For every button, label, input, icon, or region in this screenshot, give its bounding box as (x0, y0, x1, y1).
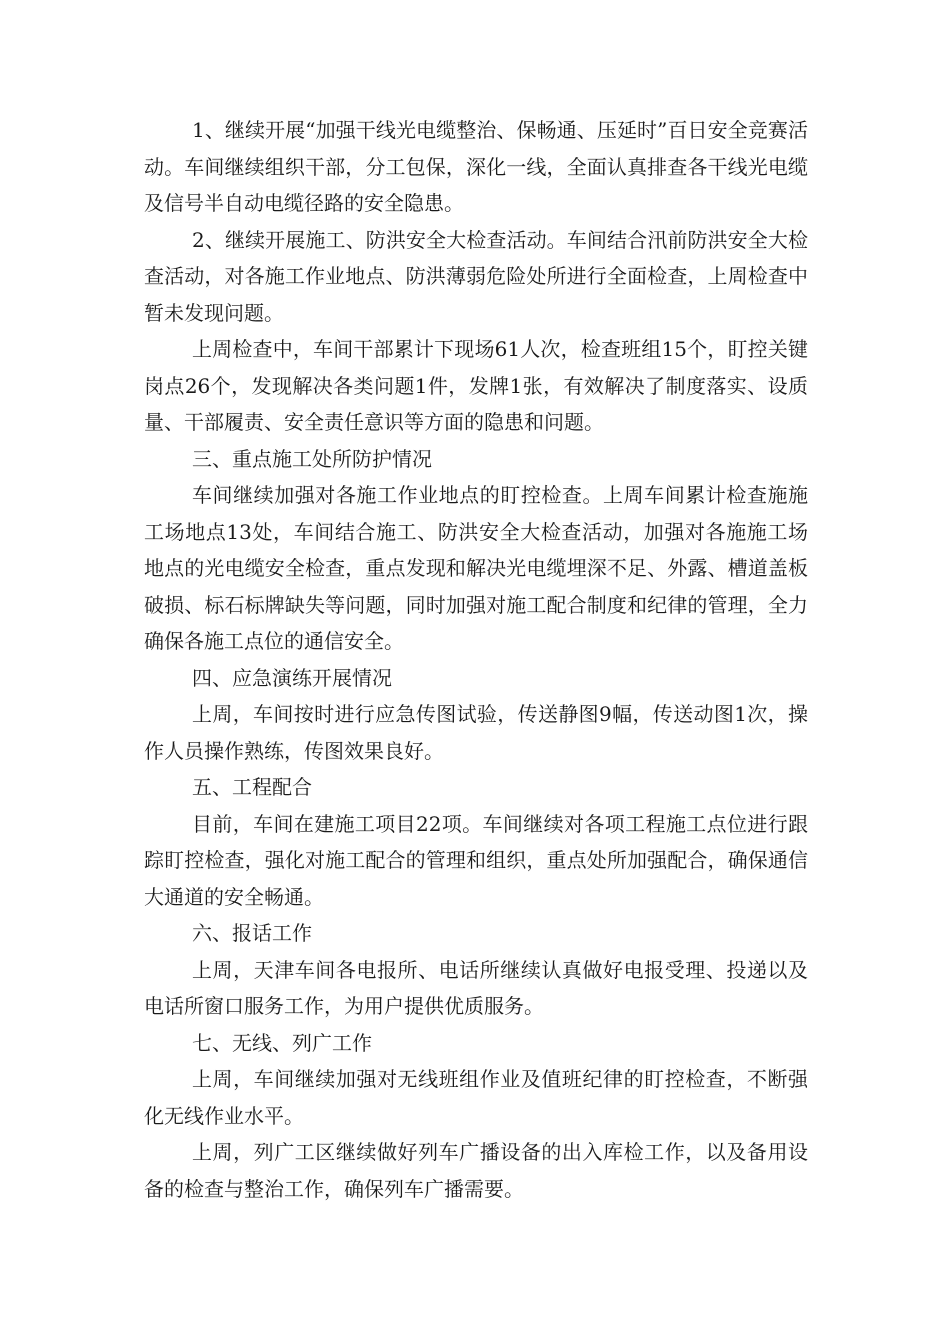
section-heading-6: 六、报话工作 (192, 921, 312, 945)
paragraph-section-7-broadcast: 上周，列广工区继续做好列车广播设备的出入库检工作，以及备用设备的检查与整治工作，确保列车广播需要。 (144, 1140, 808, 1201)
paragraph-section-3: 车间继续加强对各施工作业地点的盯控检查。上周车间累计检查施施工场地点13处，车间结合施工、防洪安全大检查活动，加强对各施施工场地点的光电缆安全检查，重点发现和解决光电缆埋深不足、外露、槽道盖板破损、标石标牌缺失等问题，同时加强对施工配合制度和纪律的管理，全力确保各施工点位的通信安全。 (144, 483, 808, 653)
paragraph-section-6: 上周，天津车间各电报所、电话所继续认真做好电报受理、投递以及电话所窗口服务工作，为用户提供优质服务。 (144, 957, 808, 1018)
paragraph-section-5: 目前，车间在建施工项目22项。车间继续对各项工程施工点位进行跟踪盯控检查，强化对施工配合的管理和组织，重点处所加强配合，确保通信大通道的安全畅通。 (144, 811, 808, 909)
paragraph-inspection-summary: 上周检查中，车间干部累计下现场61人次，检查班组15个，盯控关键岗点26个，发现解决各类问题1件，发牌1张，有效解决了制度落实、设质量、干部履责、安全责任意识等方面的隐患和问题。 (144, 337, 808, 434)
document-body (144, 112, 808, 1207)
section-heading-7: 七、无线、列广工作 (192, 1030, 372, 1055)
section-heading-3: 三、重点施工处所防护情况 (192, 446, 432, 471)
section-heading-4: 四、应急演练开展情况 (192, 665, 392, 690)
section-heading-5: 五、工程配合 (192, 775, 312, 799)
paragraph-item-2: 2、继续开展施工、防洪安全大检查活动。车间结合汛前防洪安全大检查活动，对各施工作业地点、防洪薄弱危险处所进行全面检查，上周检查中暂未发现问题。 (144, 227, 808, 325)
paragraph-item-1: 1、继续开展“加强干线光电缆整治、保畅通、压延时”百日安全竞赛活动。车间继续组织干部，分工包保，深化一线，全面认真排查各干线光电缆及信号半自动电缆径路的安全隐患。 (144, 118, 808, 215)
paragraph-section-4: 上周，车间按时进行应急传图试验，传送静图9幅，传送动图1次，操作人员操作熟练，传图效果良好。 (144, 702, 808, 763)
paragraph-section-7-wireless: 上周，车间继续加强对无线班组作业及值班纪律的盯控检查，不断强化无线作业水平。 (144, 1067, 808, 1128)
